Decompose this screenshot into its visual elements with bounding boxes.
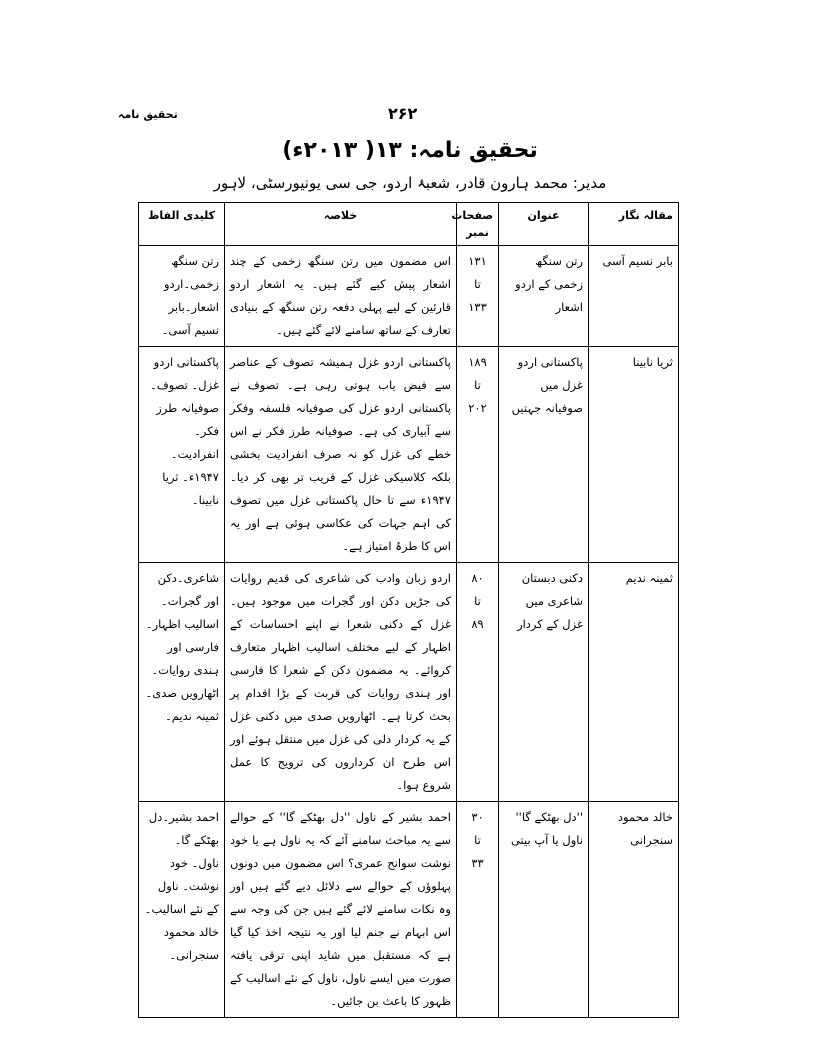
summary-cell: پاکستانی اردو غزل ہمیشہ تصوف کے عناصر سے فیض یاب ہوتی رہی ہے۔ تصوف نے پاکستانی اردو غزل کی صوفیانہ فلسفہ وفکر سے آبیاری کی ہے۔ صوفیانہ طرز فکر نے اس خطے کی غزل کو نہ صرف انفرادیت بخشی بلکہ کلاسیکی غزل کے قریب تر بھی کر دیا۔ ۱۹۴۷ء سے تا حال پاکستانی غزل میں تصوف کی اہم جہات کی عکاسی ہوئی ہے اور یہ اس کا طرۂ امتیاز ہے۔: [225, 347, 457, 563]
summary-cell: اس مضمون میں رتن سنگھ زخمی کے چند اشعار پیش کیے گئے ہیں۔ یہ اشعار اردو قارئین کے لیے پہلی دفعہ رتن سنگھ کے بنیادی تعارف کے ساتھ سامنے لائے گئے ہیں۔: [225, 246, 457, 347]
table-row: [139, 802, 679, 1018]
running-title: تحقیق نامہ: [118, 108, 178, 121]
author-cell: بابر نسیم آسی: [589, 246, 679, 347]
page-start: ۳۰: [471, 810, 484, 824]
page-to: تا: [474, 277, 481, 291]
pages-cell: [457, 563, 499, 802]
pages-cell: [457, 802, 499, 1018]
header-title: عنوان: [499, 203, 589, 246]
keywords-cell: پاکستانی اردو غزل۔ تصوف۔صوفیانہ طرز فکر۔ انفرادیت۔ ۱۹۴۷ء۔ ثریا نابینا۔: [139, 347, 225, 563]
page-to: تا: [474, 833, 481, 847]
title-cell: دکنی دبستان شاعری میں غزل کے کردار: [499, 563, 589, 802]
author-cell: ثمینہ ندیم: [589, 563, 679, 802]
pages-cell: [457, 347, 499, 563]
header-author: مقالہ نگار: [589, 203, 679, 246]
page-end: ۲۰۲: [468, 401, 487, 415]
editor-line: مدیر: محمد ہارون قادر، شعبۂ اردو، جی سی یونیورسٹی، لاہور: [213, 174, 607, 192]
keywords-cell: شاعری۔دکن اور گجرات۔ اسالیب اظہار۔فارسی اور ہندی روایات۔ اٹھارویں صدی۔ ثمینہ ندیم۔: [139, 563, 225, 802]
page-end: ۱۳۳: [468, 300, 487, 314]
title-cell: رتن سنگھ زخمی کے اردو اشعار: [499, 246, 589, 347]
summary-cell: احمد بشیر کے ناول ''دل بھٹکے گا'' کے حوالے سے یہ مباحث سامنے آئے کہ یہ ناول ہے یا خود نوشت سوانح عمری؟ اس مضمون میں دونوں پہلوؤں کے حوالے سے دلائل دیے گئے ہیں اور وہ نکات سامنے لائے گئے ہیں جن کی وجہ سے اس ابہام نے جنم لیا اور یہ نتیجہ اخذ کیا گیا ہے کہ مستقبل میں شاید اپنی ترقی یافتہ صورت میں ایسے ناول، ناول کے نئے اسالیب کے ظہور کا باعث بن جائیں۔: [225, 802, 457, 1018]
page-number: ۲۶۲: [388, 104, 418, 123]
pages-cell: [457, 246, 499, 347]
table-row: [139, 347, 679, 563]
page-start: ۱۸۹: [468, 355, 487, 369]
journal-title: تحقیق نامہ: ۱۳( ۲۰۱۳ء): [282, 138, 538, 163]
page-to: تا: [474, 594, 481, 608]
header-keywords: کلیدی الفاظ: [139, 203, 225, 246]
page-end: ۸۹: [471, 617, 484, 631]
keywords-cell: احمد بشیر۔دل بھٹکے گا۔ ناول۔ خود نوشت۔ ناول کے نئے اسالیب۔ خالد محمود سنجرانی۔: [139, 802, 225, 1018]
table-row: [139, 246, 679, 347]
page-start: ۱۳۱: [468, 254, 487, 268]
summary-cell: اردو زبان وادب کی شاعری کی قدیم روایات کی جڑیں دکن اور گجرات میں موجود ہیں۔ غزل کے دکنی شعرا نے اپنے احساسات کے اظہار کے لیے مختلف اسالیب اظہار متعارف کروائے۔ یہ مضمون دکن کے شعرا کا فارسی اور ہندی روایات کی قربت کے بڑا اقدام پر بحث کرتا ہے۔ اٹھارویں صدی میں دکنی غزل کے یہ کردار دلی کی غزل میں منتقل ہوئے اور اس طرح ان کرداروں کی ترویج کا عمل شروع ہوا۔: [225, 563, 457, 802]
author-cell: خالد محمود سنجرانی: [589, 802, 679, 1018]
header-summary: خلاصہ: [225, 203, 457, 246]
keywords-cell: رتن سنگھ زخمی۔اردو اشعار۔بابر نسیم آسی۔: [139, 246, 225, 347]
articles-table: [138, 202, 679, 1018]
page-start: ۸۰: [471, 571, 484, 585]
page-to: تا: [474, 378, 481, 392]
title-cell: پاکستانی اردو غزل میں صوفیانہ جہتیں: [499, 347, 589, 563]
table-header-row: [139, 203, 679, 246]
running-header: [118, 104, 698, 128]
header-pages: صفحات نمبر: [457, 203, 499, 246]
table-row: [139, 563, 679, 802]
page-end: ۳۳: [471, 856, 484, 870]
author-cell: ثریا نابینا: [589, 347, 679, 563]
title-cell: ''دل بھٹکے گا'' ناول یا آپ بیتی: [499, 802, 589, 1018]
